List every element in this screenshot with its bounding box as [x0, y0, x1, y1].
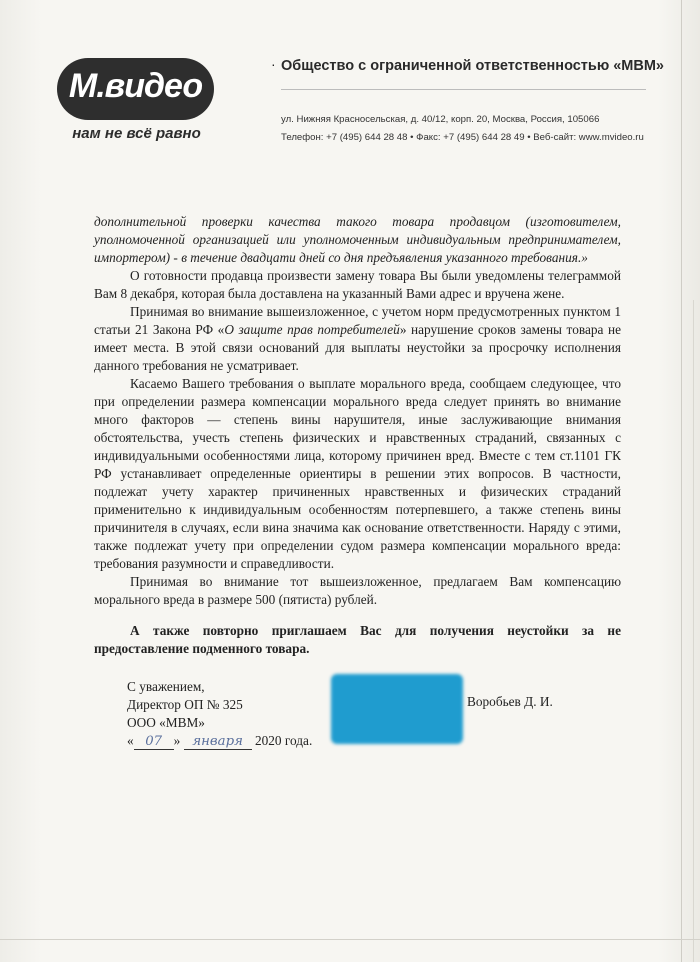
mvideo-logo	[57, 58, 214, 120]
date-month: января	[184, 735, 252, 750]
paragraph: Касаемо Вашего требования о выплате морального вреда, сообщаем следующее, что при определении размера компенсации морального вреда следует принять во внимание много факторов — степень вины нарушителя, иные заслуживающие внимания обстоятельства, учесть степень физических и нравственных страданий, связанных с индивидуальными особенностями лица, которому причинен вред. Вместе с тем ст.1101 ГК РФ устанавливает определенные ориентиры в решении этих вопросов. В частности, подлежат учету характер причиненных нравственных и физических страданий применительно к индивидуальным особенностям потерпевшего, а также степень вины причинителя в случаях, если вина значима как основание ответственности. Наряду с этими, также подлежат учету при определении судом размера компенсации морального вреда: требования разумности и справедливости.	[94, 376, 621, 571]
letter-body	[94, 213, 621, 658]
date-year: 2020 года.	[254, 733, 313, 748]
company-contacts: Телефон: +7 (495) 644 28 48 • Факс: +7 (495) 644 28 49 • Веб-сайт: www.mvideo.ru	[281, 132, 644, 143]
signer-name: Воробьев Д. И.	[467, 694, 553, 709]
paragraph	[94, 303, 621, 375]
paragraph-text: » нарушение сроков замены товара не имеет места. В этой связи оснований для выплаты неустойки за просрочку исполнения данного требования не усматривает.	[94, 322, 621, 373]
signature-block	[127, 678, 312, 750]
logo-text: М.видео	[68, 67, 203, 105]
law-quote: дополнительной проверки качества такого товара продавцом (изготовителем, уполномоченной организацией или уполномоченным индивидуальным предпринимателем, импортером) - в течение двадцати дней со дня предъявления указанного требования.»	[94, 214, 621, 265]
signer-position: Директор ОП № 325	[127, 697, 243, 712]
page-edge	[693, 300, 694, 962]
redacted-signature	[331, 674, 463, 744]
signer-org: ООО «МВМ»	[127, 715, 205, 730]
law-title: О защите прав потребителей	[224, 322, 400, 337]
page-edge	[681, 0, 682, 962]
company-address: ул. Нижняя Красносельская, д. 40/12, корп. 20, Москва, Россия, 105066	[281, 114, 600, 125]
company-name: Общество с ограниченной ответственностью «МВМ»	[281, 58, 664, 74]
header-divider	[281, 89, 646, 90]
paragraph: О готовности продавца произвести замену товара Вы были уведомлены телеграммой Вам 8 декабря, которая была доставлена на указанный Вами адрес и вручена жене.	[94, 268, 621, 301]
logo-tagline: нам не всё равно	[72, 125, 201, 142]
invitation-paragraph: А также повторно приглашаем Вас для получения неустойки за не предоставление подменного товара.	[94, 623, 621, 656]
paragraph: Принимая во внимание тот вышеизложенное, предлагаем Вам компенсацию морального вреда в размере 500 (пятиста) рублей.	[94, 574, 621, 607]
date-day: 07	[134, 735, 174, 750]
regards: С уважением,	[127, 679, 205, 694]
signature-date: « 07 » января 2020 года.	[127, 733, 313, 749]
page-edge	[0, 939, 700, 940]
bullet-dot: ·	[271, 56, 276, 72]
paragraph-text: Принимая во внимание вышеизложенное, с учетом норм предусмотренных пунктом 1 статьи 21 Закона РФ «	[94, 304, 621, 337]
